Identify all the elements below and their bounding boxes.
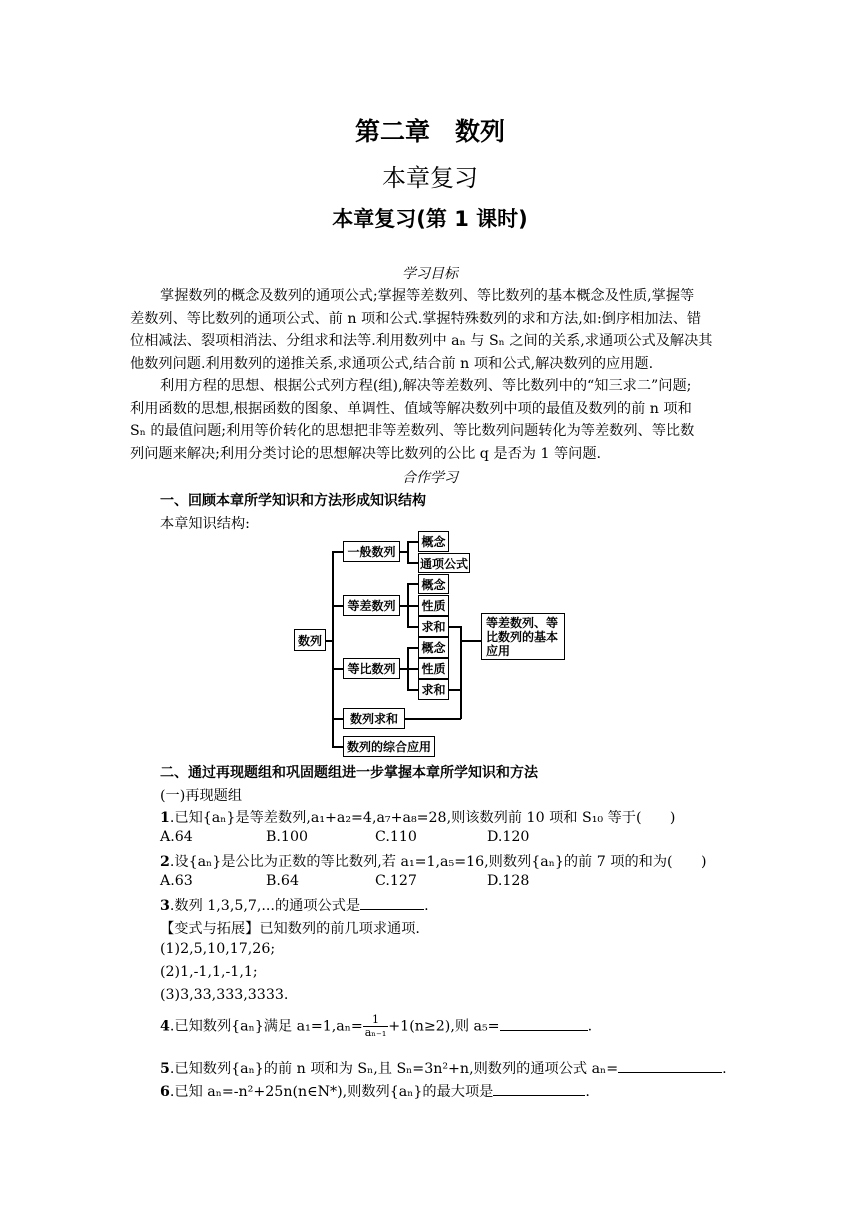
arithmetic-concept-box: 概念 (418, 574, 449, 594)
question-number: 1 (160, 810, 170, 826)
answer-blank[interactable] (500, 1016, 588, 1031)
connector (407, 647, 418, 649)
connector (407, 626, 418, 628)
question-2 (160, 851, 707, 871)
answer-blank[interactable] (360, 895, 424, 910)
connector (407, 689, 418, 691)
objectives-heading: 学习目标 (402, 266, 458, 282)
lesson-title: 本章复习(第 1 课时) (332, 207, 528, 231)
option-a: A.63 (160, 873, 193, 889)
text-line: 他数列问题.利用数列的递推关系,求通项公式,结合前 n 项和公式,解决数列的应用题. (130, 355, 654, 372)
extension-heading: 【变式与拓展】已知数列的前几项求通项. (160, 921, 420, 937)
text-line: 位相减法、裂项相消法、分组求和法等.利用数列中 aₙ 与 Sₙ 之间的关系,求通项公式及解决其 (130, 333, 713, 350)
arithmetic-sum-box: 求和 (418, 616, 449, 637)
question-6 (160, 1081, 590, 1101)
option-d: D.120 (487, 829, 530, 845)
root-box: 数列 (294, 629, 326, 651)
text-line: Sₙ 的最值问题;利用等价转化的思想把非等差数列、等比数列问题转化为等差数列、等比数 (130, 423, 695, 440)
geometric-property-box: 性质 (418, 658, 449, 679)
connector (407, 562, 418, 564)
text-line: 列问题来解决;利用分类讨论的思想解决等比数列的公比 q 是否为 1 等问题. (130, 445, 602, 462)
sequence-sum-box: 数列求和 (343, 708, 405, 729)
option-a: A.64 (160, 829, 193, 845)
option-b: B.64 (266, 873, 299, 889)
chapter-title: 第二章 数列 (354, 117, 505, 146)
question-text: +1(n≥2),则 a₅= (388, 1018, 500, 1035)
text-line: 利用函数的思想,根据函数的图象、单调性、值域等解决数列中项的最值及数列的前 n 项和 (130, 400, 692, 417)
geometric-concept-box: 概念 (418, 637, 449, 658)
comprehensive-app-box: 数列的综合应用 (343, 736, 435, 757)
answer-blank[interactable] (493, 1081, 585, 1096)
question-text: .数列 1,3,5,7,...的通项公式是 (169, 898, 361, 914)
part1-heading: 一、回顾本章所学知识和方法形成知识结构 (160, 493, 426, 509)
question-4 (160, 1014, 592, 1039)
text-line: 差数列、等比数列的通项公式、前 n 项和公式.掌握特殊数列的求和方法,如:倒序相加法、错 (130, 310, 702, 327)
extension-item-2: (2)1,-1,1,-1,1; (160, 964, 258, 980)
connector (407, 605, 418, 607)
option-b: B.100 (266, 829, 309, 845)
geometric-sum-box: 求和 (418, 679, 449, 700)
question-text: .已知数列{aₙ}满足 a₁=1,aₙ= (169, 1018, 363, 1035)
option-c: C.127 (375, 873, 417, 889)
connector (407, 541, 409, 562)
extension-item-3: (3)3,33,333,3333. (160, 987, 289, 1003)
group1-heading: (一)再现题组 (160, 788, 243, 804)
punctuation: . (587, 1018, 593, 1035)
general-formula-box: 通项公式 (418, 553, 470, 573)
arithmetic-property-box: 性质 (418, 595, 449, 616)
text-line: 掌握数列的概念及数列的通项公式;掌握等差数列、等比数列的基本概念及性质,掌握等 (160, 288, 695, 304)
question-number: 6 (160, 1084, 170, 1100)
connector (407, 583, 418, 585)
part2-heading: 二、通过再现题组和巩固题组进一步掌握本章所学知识和方法 (160, 765, 538, 781)
fraction (363, 1014, 389, 1039)
coop-heading: 合作学习 (402, 470, 458, 486)
geometric-sequence-box: 等比数列 (343, 658, 400, 679)
question-5 (160, 1058, 727, 1078)
structure-label: 本章知识结构: (160, 516, 250, 532)
numerator: 1 (363, 1014, 389, 1027)
punctuation: . (585, 1084, 590, 1100)
punctuation: . (424, 898, 429, 914)
basic-application-box: 等差数列、等比数列的基本应用 (481, 613, 565, 660)
option-d: D.128 (487, 873, 530, 889)
connector (404, 718, 461, 720)
general-sequence-box: 一般数列 (343, 541, 400, 562)
question-number: 2 (160, 854, 170, 870)
question-1 (160, 807, 675, 827)
question-3 (160, 895, 429, 915)
question-number: 5 (160, 1061, 170, 1077)
arithmetic-sequence-box: 等差数列 (343, 595, 400, 616)
question-text: .已知 aₙ=-n²+25n(n∈N*),则数列{aₙ}的最大项是 (169, 1084, 494, 1100)
question-text: .已知数列{aₙ}的前 n 项和为 Sₙ,且 Sₙ=3n²+n,则数列的通项公式 aₙ= (169, 1061, 619, 1077)
denominator: aₙ₋₁ (364, 1026, 387, 1039)
section-title: 本章复习 (382, 164, 478, 192)
text-line: 利用方程的思想、根据公式列方程(组),解决等差数列、等比数列中的“知三求二”问题; (160, 378, 692, 394)
answer-blank[interactable] (618, 1058, 722, 1073)
general-concept-box: 概念 (418, 531, 449, 552)
connector (407, 668, 418, 670)
connector (407, 541, 418, 543)
question-number: 3 (160, 898, 170, 914)
question-number: 4 (160, 1018, 170, 1035)
question-text: .已知{aₙ}是等差数列,a₁+a₂=4,a₇+a₈=28,则该数列前 10 项和 S₁₀ 等于( ) (169, 810, 676, 826)
question-text: .设{aₙ}是公比为正数的等比数列,若 a₁=1,a₅=16,则数列{aₙ}的前 7 项的和为( ) (169, 854, 707, 870)
punctuation: . (722, 1061, 727, 1077)
extension-item-1: (1)2,5,10,17,26; (160, 941, 276, 957)
option-c: C.110 (375, 829, 417, 845)
connector (460, 640, 482, 642)
